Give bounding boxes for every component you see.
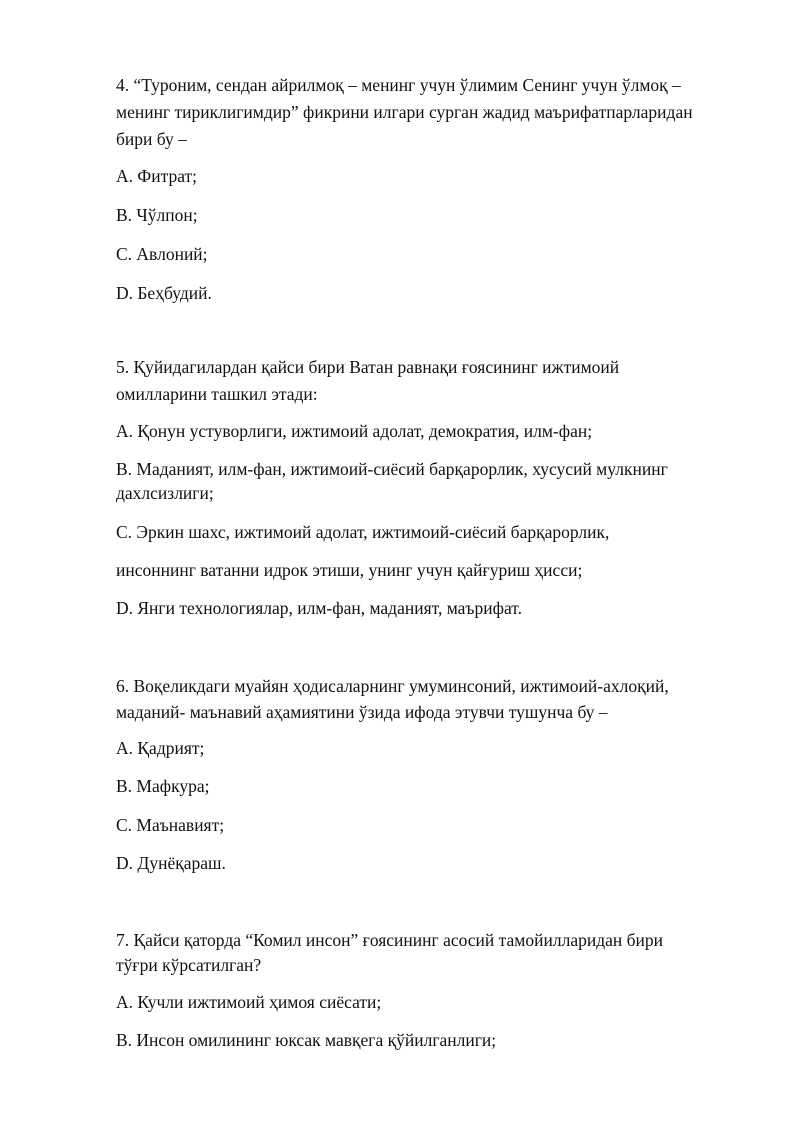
question-5-option-c-line-1: C. Эркин шахс, ижтимоий адолат, ижтимоий-сиёсий барқарорлик, bbox=[116, 522, 610, 542]
question-7-option-a: A. Кучли ижтимоий ҳимоя сиёсати; bbox=[116, 992, 382, 1012]
question-7-text-line-1: 7. Қайси қаторда “Комил инсон” ғоясининг асосий тамойилларидан бири bbox=[116, 930, 663, 950]
question-6-text-line-2: маданий- маънавий аҳамиятини ўзида ифода этувчи тушунча бу – bbox=[116, 702, 608, 722]
question-4-option-b: B. Чўлпон; bbox=[116, 205, 198, 225]
question-5-option-b-line-2: дахлсизлиги; bbox=[116, 483, 214, 503]
question-4-option-c: C. Авлоний; bbox=[116, 244, 208, 264]
question-5-text-line-1: 5. Қуйидагилардан қайси бири Ватан равнақи ғоясининг ижтимоий bbox=[116, 357, 620, 377]
question-5-text-line-2: омилларини ташкил этади: bbox=[116, 384, 318, 404]
question-4-option-d: D. Беҳбудий. bbox=[116, 283, 212, 303]
question-6-text-line-1: 6. Воқеликдаги муайян ҳодисаларнинг умуминсоний, ижтимоий-ахлоқий, bbox=[116, 676, 669, 696]
question-6-option-c: C. Маънавият; bbox=[116, 815, 225, 835]
question-6-option-a: A. Қадрият; bbox=[116, 738, 205, 758]
question-5-option-a: A. Қонун устуворлиги, ижтимоий адолат, демократия, илм-фан; bbox=[116, 421, 593, 441]
question-7-option-b: B. Инсон омилининг юксак мавқега қўйилганлиги; bbox=[116, 1030, 497, 1050]
question-6-option-d: D. Дунёқараш. bbox=[116, 853, 226, 873]
question-4-option-a: A. Фитрат; bbox=[116, 166, 198, 186]
question-4-text-line-2: менинг тириклигимдир” фикрини илгари сурган жадид маърифатпарларидан bbox=[116, 102, 693, 122]
question-7-text-line-2: тўғри кўрсатилган? bbox=[116, 955, 262, 975]
question-5-option-c-line-2: инсоннинг ватанни идрок этиши, унинг учун қайғуриш ҳисси; bbox=[116, 560, 583, 580]
question-4-text-line-1: 4. “Туроним, сендан айрилмоқ – менинг учун ўлимим Сенинг учун ўлмоқ – bbox=[116, 75, 681, 95]
question-4-text-line-3: бири бу – bbox=[116, 129, 187, 149]
question-5-option-b-line-1: B. Маданият, илм-фан, ижтимоий-сиёсий барқарорлик, хусусий мулкнинг bbox=[116, 459, 668, 479]
question-6-option-b: B. Мафкура; bbox=[116, 776, 210, 796]
question-5-option-d: D. Янги технологиялар, илм-фан, маданият, маърифат. bbox=[116, 598, 522, 618]
